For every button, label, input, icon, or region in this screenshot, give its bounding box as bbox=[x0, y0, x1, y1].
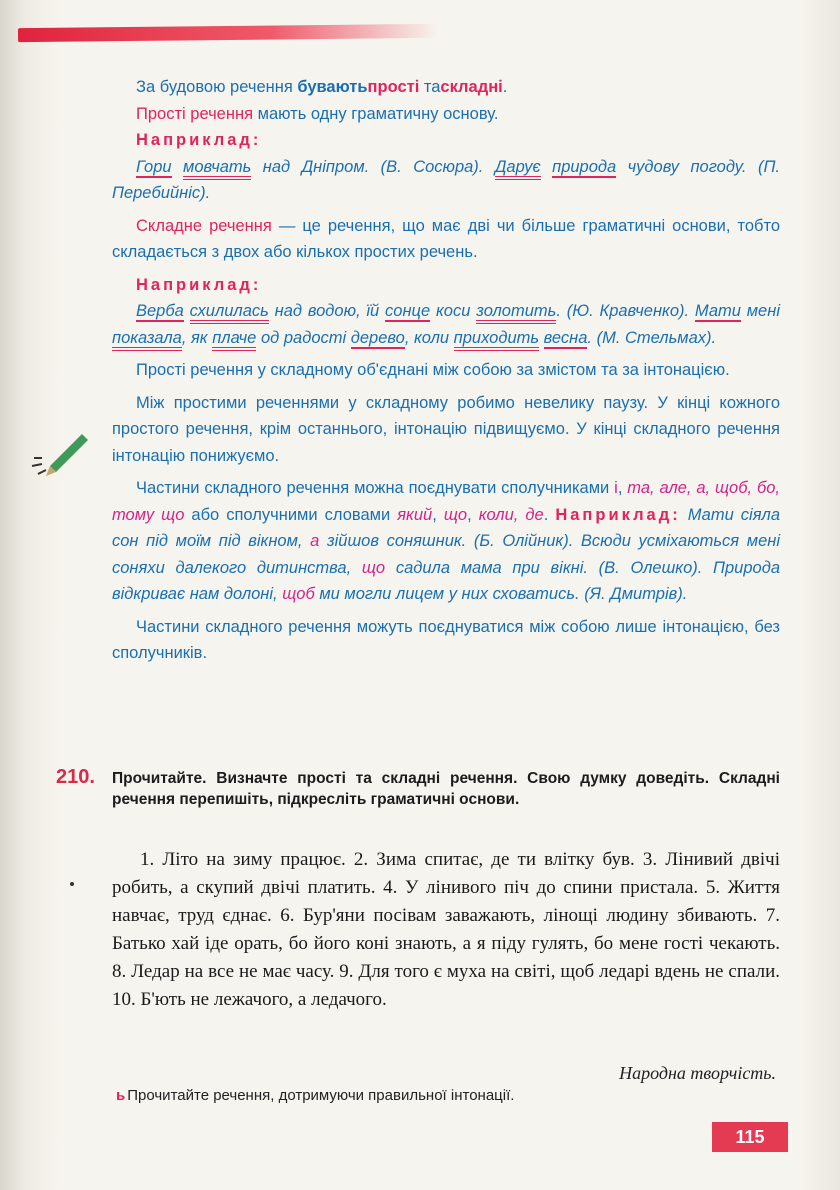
example-label: Наприклад: bbox=[136, 275, 262, 294]
note-text: Прочитайте речення, дотримуючи правильної інтонації. bbox=[127, 1087, 515, 1104]
theory-paragraph: Частини складного речення можна поєднувати сполучниками і, та, але, а, щоб, бо, тому що або сполучними словами який, що, коли, де. Наприклад: Мати сіяла сон під моїм під вікном, а зійшов соняшник. (Б. Олійник). Всюди усміхаються мені соняхи далекого дитинства, що садила мама при вікні. (В. Олешко). Природа відкриває нам долоні, щоб ми могли лицем у них сховатись. (Я. Дмитрів). bbox=[112, 479, 781, 603]
theory-paragraph: Прості речення мають одну граматичну основу. bbox=[136, 104, 499, 123]
theory-paragraph: Частини складного речення можуть поєднуватися між собою лише інтонацією, без сполучників. bbox=[112, 617, 780, 662]
exercise-source: Народна творчість. bbox=[619, 1063, 776, 1083]
theory-paragraph: Прості речення у складному об'єднані між собою за змістом та за інтонацією. bbox=[136, 361, 730, 379]
example-label: Наприклад: bbox=[136, 131, 262, 149]
example-text: Гори мовчать над Дніпром. (В. Сосюра). Дарує природа чудову погоду. (П. Перебийніс). bbox=[112, 157, 780, 202]
pencil-icon bbox=[30, 422, 100, 482]
top-color-band bbox=[18, 24, 438, 42]
exercise-task: Прочитайте. Визначте прості та складні речення. Свою думку доведіть. Складні речення перепишіть, підкресліть граматичні основи. bbox=[112, 770, 780, 808]
margin-dot bbox=[70, 882, 74, 886]
theory-paragraph: Між простими реченнями у складному робимо невелику паузу. У кінці кожного простого речення, крім останнього, інтонацію підвищуємо. У кінці складного речення інтонацію понижуємо. bbox=[112, 393, 780, 465]
theory-paragraph: Складне речення — це речення, що має дві чи більше граматичні основи, тобто складається з двох або кількох простих речень. bbox=[112, 216, 780, 261]
theory-block bbox=[112, 74, 780, 667]
exercise-number: 210. bbox=[56, 766, 95, 788]
exercise-sentences: 1. Літо на зиму працює. 2. Зима спитає, де ти влітку був. 3. Лінивий двічі робить, а скупий двічі платить. 4. У лінивого піч до спини пристала. 5. Життя навчає, труд єднає. 6. Бур'яни посівам заважають, лінощі людину збивають. 7. Батько хай іде орать, бо його коні знають, а я піду гулять, бо мене гості чекають. 8. Ледар на все не має часу. 9. Для того є муха на світі, щоб ледарі вдень не спали. 10. Б'ють не лежачого, а ледачого. bbox=[112, 849, 780, 1010]
note-icon: ь bbox=[116, 1087, 126, 1104]
page-number: 115 bbox=[712, 1122, 788, 1152]
theory-paragraph: За будовою речення буваютьпрості таскладні. bbox=[136, 78, 508, 96]
example-text: Верба схилилась над водою, їй сонце коси золотить. (Ю. Кравченко). Мати мені показала, як плаче од радості дерево, коли приходить весна. (М. Стельмах). bbox=[112, 298, 780, 351]
exercise-note bbox=[116, 1087, 514, 1104]
